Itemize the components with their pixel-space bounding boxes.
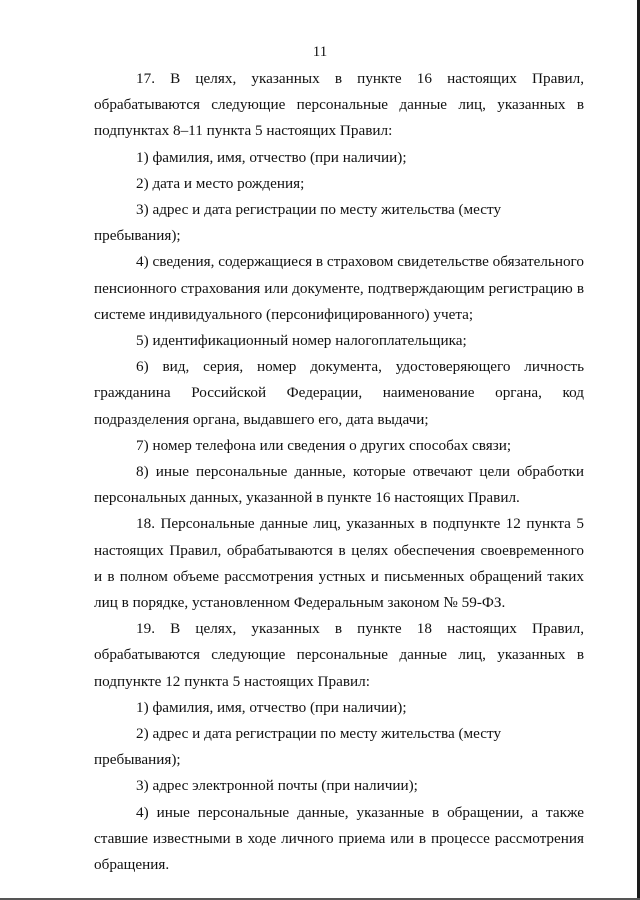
clause-17-item-8: 8) иные персональные данные, которые отвечают цели обработки персональных данных, указанной в пункте 16 настоящих Правил.: [94, 463, 584, 507]
clause-17-item-2: 2) дата и место рождения;: [136, 174, 305, 192]
clause-19: 19. В целях, указанных в пункте 18 настоящих Правил, обрабатываются следующие персональные данные лиц, указанных в подпункте 12 пункта 5 настоящих Правил:: [94, 620, 584, 690]
clause-17-item-7: 7) номер телефона или сведения о других способах связи;: [136, 436, 512, 454]
clause-17-item-1: 1) фамилия, имя, отчество (при наличии);: [136, 148, 407, 166]
clause-17: 17. В целях, указанных в пункте 16 настоящих Правил, обрабатываются следующие персональные данные лиц, указанных в подпунктах 8–11 пункта 5 настоящих Правил:: [94, 70, 584, 140]
clause-19-item-3: 3) адрес электронной почты (при наличии);: [136, 777, 418, 795]
clause-18: 18. Персональные данные лиц, указанных в подпункте 12 пункта 5 настоящих Правил, обрабатываются в целях обеспечения своевременного и в полном объеме рассмотрения устных и письменных обращений таких лиц в порядке, установленном Федеральным законом № 59-ФЗ.: [94, 515, 584, 612]
clause-17-item-3: 3) адрес и дата регистрации по месту жительства (месту пребывания);: [94, 201, 502, 245]
clause-19-item-2: 2) адрес и дата регистрации по месту жительства (месту пребывания);: [94, 725, 502, 769]
clause-19-item-1: 1) фамилия, имя, отчество (при наличии);: [136, 698, 407, 716]
clause-17-item-6: 6) вид, серия, номер документа, удостоверяющего личность гражданина Российской Федерации, наименование органа, код подразделения органа, выдавшего его, дата выдачи;: [94, 358, 584, 428]
clause-19-item-4: 4) иные персональные данные, указанные в обращении, а также ставшие известными в ходе личного приема или в процессе рассмотрения обращения.: [94, 803, 584, 874]
clause-17-item-5: 5) идентификационный номер налогоплательщика;: [136, 332, 467, 350]
document-body: [94, 66, 584, 878]
page-number: 11: [312, 44, 328, 60]
clause-17-item-4: 4) сведения, содержащиеся в страховом свидетельстве обязательного пенсионного страхования или документе, подтверждающим регистрацию в системе индивидуального (персонифицированного) учета;: [94, 253, 584, 323]
